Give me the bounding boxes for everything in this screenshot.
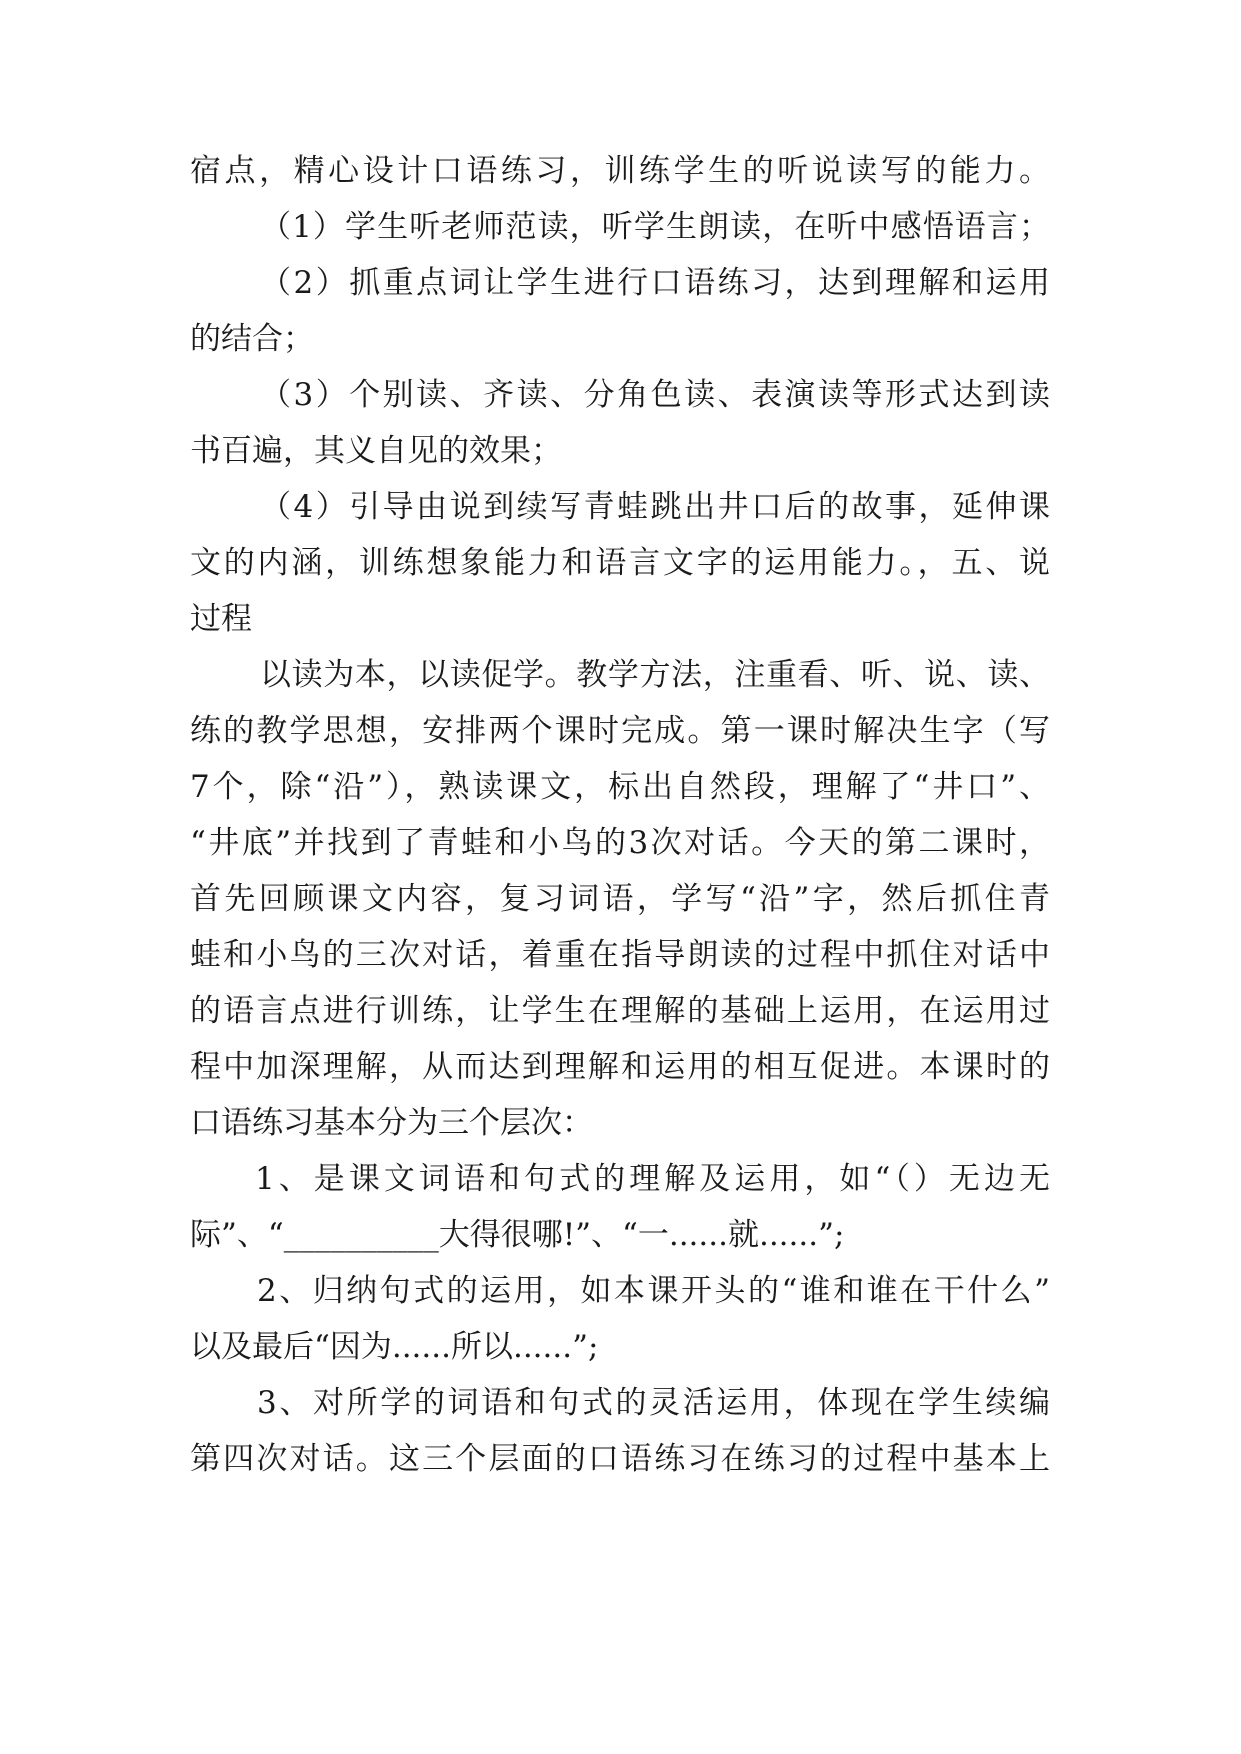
text-line-1: 宿点，精心设计口语练习，训练学生的听说读写的能力。 [190, 153, 1050, 189]
text-line-18: 口语练习基本分为三个层次： [190, 1105, 593, 1141]
text-line-12: 7个，除“沿”），熟读课文，标出自然段，理解了“井口”、 [190, 769, 1050, 805]
text-line-10: 以读为本，以读促学。教学方法，注重看、听、说、读、 [260, 657, 1050, 693]
text-line-16: 的语言点进行训练，让学生在理解的基础上运用，在运用过 [190, 993, 1050, 1029]
text-line-8: 文的内涵，训练想象能力和语言文字的运用能力。，五、说 [190, 545, 1050, 581]
text-line-9: 过程 [190, 601, 252, 637]
text-line-19: 1、是课文词语和句式的理解及运用，如“（）无边无 [255, 1161, 1050, 1197]
text-line-11: 练的教学思想，安排两个课时完成。第一课时解决生字（写 [190, 713, 1050, 749]
text-line-5: （3）个别读、齐读、分角色读、表演读等形式达到读 [260, 377, 1050, 413]
text-line-6: 书百遍，其义自见的效果； [190, 433, 562, 469]
text-line-23: 3、对所学的词语和句式的灵活运用，体现在学生续编 [257, 1385, 1050, 1421]
text-line-17: 程中加深理解，从而达到理解和运用的相互促进。本课时的 [190, 1049, 1050, 1085]
text-line-3: （2）抓重点词让学生进行口语练习，达到理解和运用 [260, 265, 1050, 301]
text-line-22: 以及最后“因为......所以......”; [190, 1329, 599, 1365]
text-line-7: （4）引导由说到续写青蛙跳出井口后的故事，延伸课 [260, 489, 1050, 525]
text-line-4: 的结合； [190, 321, 314, 357]
text-line-2: （1）学生听老师范读，听学生朗读，在听中感悟语言； [260, 209, 1050, 245]
text-line-21: 2、归纳句式的运用，如本课开头的“谁和谁在干什么” [257, 1273, 1050, 1309]
text-line-14: 首先回顾课文内容，复习词语，学写“沿”字，然后抓住青 [190, 881, 1050, 917]
text-line-13: “井底”并找到了青蛙和小鸟的3次对话。今天的第二课时， [190, 825, 1050, 861]
text-line-15: 蛙和小鸟的三次对话，着重在指导朗读的过程中抓住对话中 [190, 937, 1050, 973]
text-line-24: 第四次对话。这三个层面的口语练习在练习的过程中基本上 [190, 1441, 1050, 1477]
text-line-20: 际”、“__________大得很哪!”、“一......就......”; [190, 1217, 845, 1253]
